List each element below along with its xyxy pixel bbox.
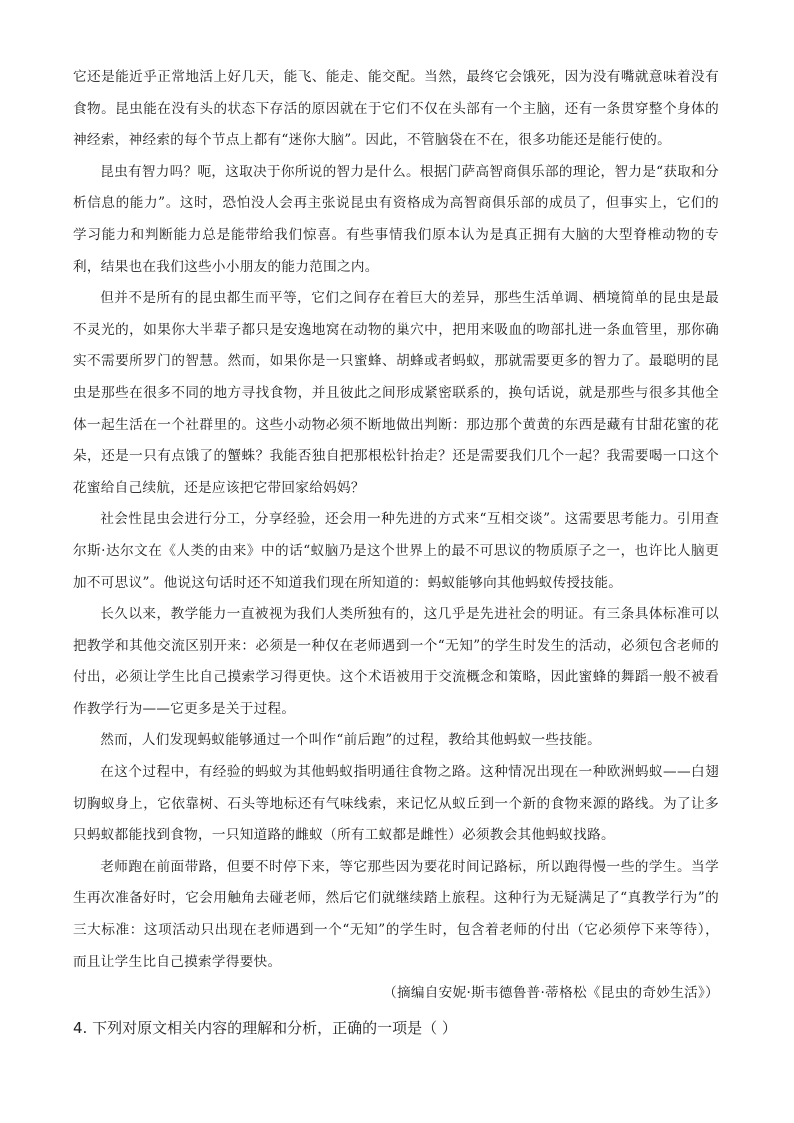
paragraph-5: 长久以来，教学能力一直被视为我们人类所独有的，这几乎是先进社会的明证。有三条具体标准可以把教学和其他交流区别开来：必须是一种仅在老师遇到一个“无知”的学生时发生的活动，必须包含老师的付出，必须让学生比自己摸索学习得更快。这个术语被用于交流概念和策略，因此蜜蜂的舞蹈一般不被看作教学行为——它更多是关于过程。 [73, 606, 719, 717]
article-source: （摘编自安妮·斯韦德鲁普·蒂格松《昆虫的奇妙生活》） [383, 985, 719, 1002]
paragraph-1: 它还是能近乎正常地活上好几天，能飞、能走、能交配。当然，最终它会饿死，因为没有嘴就意味着没有食物。昆虫能在没有头的状态下存活的原因就在于它们不仅在头部有一个主脑，还有一条贯穿整个身体的神经索，神经索的每个节点上都有“迷你大脑”。因此，不管脑袋在不在，很多功能还是能行使的。 [73, 69, 719, 149]
paragraph-3: 但并不是所有的昆虫都生而平等，它们之间存在着巨大的差异，那些生活单调、栖境简单的昆虫是最不灵光的，如果你大半辈子都只是安逸地窝在动物的巢穴中，把用来吸血的吻部扎进一条血管里，那你确实不需要所罗门的智慧。然而，如果你是一只蜜蜂、胡蜂或者蚂蚁，那就需要更多的智力了。最聪明的昆虫是那些在很多不同的地方寻找食物，并且彼此之间形成紧密联系的，换句话说，就是那些与很多其他全体一起生活在一个社群里的。这些小动物必须不断地做出判断：那边那个黄黄的东西是藏有甘甜花蜜的花朵，还是一只有点饿了的蟹蛛？我能否独自把那根松针抬走？还是需要我们几个一起？我需要喝一口这个花蜜给自己续航，还是应该把它带回家给妈妈？ [73, 290, 719, 496]
paragraph-7: 在这个过程中，有经验的蚂蚁为其他蚂蚁指明通往食物之路。这种情况出现在一种欧洲蚂蚁——白翅切胸蚁身上，它依靠树、石头等地标还有气味线索，来记忆从蚁丘到一个新的食物来源的路线。为了让多只蚂蚁都能找到食物，一只知道路的雌蚁（所有工蚁都是雌性）必须教会其他蚂蚁找路。 [73, 764, 719, 844]
paragraph-8: 老师跑在前面带路，但要不时停下来，等它那些因为要花时间记路标，所以跑得慢一些的学生。当学生再次准备好时，它会用触角去碰老师，然后它们就继续踏上旅程。这种行为无疑满足了“真教学行为”的三大标准：这项活动只出现在老师遇到一个“无知”的学生时，包含着老师的付出（它必须停下来等待），而且让学生比自己摸索学得要快。 [73, 858, 719, 970]
question-4: 4. 下列对原文相关内容的理解和分析，正确的一项是（ ） [73, 1018, 457, 1037]
paragraph-4: 社会性昆虫会进行分工，分享经验，还会用一种先进的方式来“互相交谈”。这需要思考能力。引用查尔斯·达尔文在《人类的由来》中的话“蚁脑乃是这个世界上的最不可思议的物质原子之一，也许比人脑更加不可思议”。他说这句话时还不知道我们现在所知道的：蚂蚁能够向其他蚂蚁传授技能。 [73, 511, 719, 591]
paragraph-2: 昆虫有智力吗？呃，这取决于你所说的智力是什么。根据门萨高智商俱乐部的理论，智力是“获取和分析信息的能力”。这时，恐怕没人会再主张说昆虫有资格成为高智商俱乐部的成员了，但事实上，它们的学习能力和判断能力总是能带给我们惊喜。有些事情我们原本认为是真正拥有大脑的大型脊椎动物的专利，结果也在我们这些小小朋友的能力范围之内。 [73, 163, 719, 275]
paragraph-6: 然而，人们发现蚂蚁能够通过一个叫作“前后跑”的过程，教给其他蚂蚁一些技能。 [100, 732, 601, 749]
document-page [73, 62, 719, 1042]
article-body [73, 62, 719, 978]
